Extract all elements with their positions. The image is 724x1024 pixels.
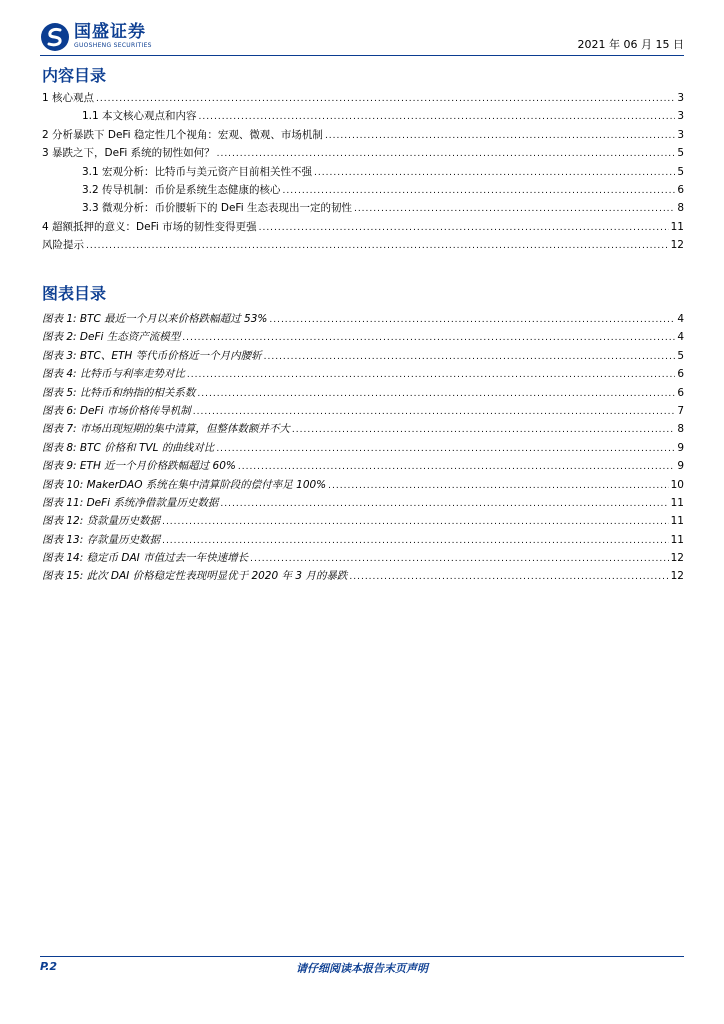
figure-entry[interactable] <box>42 568 684 586</box>
toc-page-number: 6 <box>677 368 684 381</box>
dot-leader <box>259 223 669 233</box>
figure-entry[interactable] <box>42 458 684 476</box>
toc-page-number: 4 <box>677 313 684 325</box>
toc-entry[interactable] <box>42 145 684 163</box>
dot-leader <box>96 94 675 104</box>
toc-entry-label: 图表 1: BTC 最近一个月以来价格跌幅超过 53% <box>42 313 268 325</box>
toc-entry-label: 3.3 微观分析：币价腰斩下的 DeFi 生态表现出一定的韧性 <box>82 202 352 215</box>
figure-entry[interactable] <box>42 403 684 421</box>
dot-leader <box>86 241 669 251</box>
figure-entry[interactable] <box>42 532 684 550</box>
dot-leader <box>325 131 675 141</box>
dot-leader <box>216 444 675 454</box>
toc-entry-label: 图表 7: 市场出现短期的集中清算，但整体数额并不大 <box>42 423 290 436</box>
toc-entry-label: 4 超额抵押的意义：DeFi 市场的韧性变得更强 <box>42 220 257 233</box>
toc-entry-label: 风险提示 <box>42 239 84 252</box>
toc-entry[interactable] <box>42 200 684 218</box>
toc-entry-label: 图表 11: DeFi 系统净借款量历史数据 <box>42 496 219 509</box>
logo-name-cn: 国盛证券 <box>74 22 146 42</box>
toc-entry-label: 图表 5: 比特币和纳指的相关系数 <box>42 386 196 399</box>
toc-entry-label: 图表 15: 此次 DAI 价格稳定性表现明显优于 2020 年 3 月的暴跌 <box>42 570 348 583</box>
figure-entry[interactable] <box>42 495 684 513</box>
toc-entry[interactable] <box>42 164 684 182</box>
toc-page-number: 4 <box>677 331 684 344</box>
logo-name-en: GUOSHENG SECURITIES <box>74 42 152 49</box>
toc-page-number: 6 <box>677 386 684 399</box>
company-logo <box>40 22 152 52</box>
dot-leader <box>283 186 676 196</box>
contents-list <box>42 90 684 256</box>
toc-entry[interactable] <box>42 90 684 108</box>
toc-page-number: 11 <box>670 220 684 233</box>
toc-entry-label: 图表 9: ETH 近一个月价格跌幅超过 60% <box>42 460 236 473</box>
figure-entry[interactable] <box>42 477 684 495</box>
toc-entry-label: 图表 14: 稳定币 DAI 市值过去一年快速增长 <box>42 552 249 565</box>
dot-leader <box>217 149 676 159</box>
toc-entry-label: 1 核心观点 <box>42 92 95 104</box>
dot-leader <box>197 389 675 399</box>
toc-entry-label: 2 分析暴跌下 DeFi 稳定性几个视角：宏观、微观、市场机制 <box>42 128 323 141</box>
logo-text <box>74 22 152 49</box>
figures-title: 图表目录 <box>42 284 107 303</box>
toc-entry-label: 3.2 传导机制：币价是系统生态健康的核心 <box>82 183 281 196</box>
figure-entry[interactable] <box>42 440 684 458</box>
report-date: 2021 年 06 月 15 日 <box>577 38 684 51</box>
toc-entry-label: 图表 12: 贷款量历史数据 <box>42 515 161 528</box>
dot-leader <box>182 333 675 343</box>
toc-page-number: 12 <box>670 239 684 252</box>
figures-list <box>42 311 684 587</box>
toc-entry-label: 图表 10: MakerDAO 系统在集中清算阶段的偿付率足 100% <box>42 478 327 491</box>
dot-leader <box>193 407 676 417</box>
toc-entry[interactable] <box>42 237 684 255</box>
toc-page-number: 12 <box>670 570 684 583</box>
dot-leader <box>328 481 668 491</box>
toc-page-number: 3 <box>677 110 684 123</box>
toc-page-number: 11 <box>670 533 684 546</box>
toc-entry[interactable] <box>42 108 684 126</box>
toc-page-number: 3 <box>677 128 684 141</box>
toc-entry-label: 图表 13: 存款量历史数据 <box>42 533 161 546</box>
dot-leader <box>269 315 675 325</box>
toc-page-number: 7 <box>677 404 684 417</box>
dot-leader <box>349 572 668 582</box>
toc-page-number: 8 <box>677 423 684 436</box>
disclaimer-note: 请仔细阅读本报告末页声明 <box>296 962 428 975</box>
toc-entry-label: 图表 8: BTC 价格和 TVL 的曲线对比 <box>42 441 215 454</box>
footer-divider <box>40 956 684 957</box>
toc-page-number: 8 <box>677 202 684 215</box>
toc-entry-label: 3.1 宏观分析：比特币与美元资产目前相关性不强 <box>82 165 313 178</box>
dot-leader <box>292 425 675 435</box>
dot-leader <box>162 517 669 527</box>
figure-entry[interactable] <box>42 550 684 568</box>
toc-page-number: 11 <box>670 515 684 528</box>
figure-entry[interactable] <box>42 311 684 329</box>
toc-entry-label: 图表 3: BTC、ETH 等代币价格近一个月内腰斩 <box>42 349 262 362</box>
toc-entry[interactable] <box>42 127 684 145</box>
figure-entry[interactable] <box>42 421 684 439</box>
dot-leader <box>314 168 675 178</box>
dot-leader <box>162 536 669 546</box>
page-header <box>40 22 684 52</box>
toc-page-number: 10 <box>670 478 684 491</box>
toc-page-number: 5 <box>677 349 684 362</box>
dot-leader <box>264 352 676 362</box>
toc-page-number: 5 <box>677 147 684 160</box>
toc-page-number: 12 <box>670 552 684 565</box>
logo-icon <box>40 22 70 52</box>
toc-entry-label: 3 暴跌之下，DeFi 系统的韧性如何？ <box>42 147 215 160</box>
toc-entry[interactable] <box>42 182 684 200</box>
toc-entry-label: 图表 6: DeFi 市场价格传导机制 <box>42 404 191 417</box>
figure-entry[interactable] <box>42 385 684 403</box>
figure-entry[interactable] <box>42 366 684 384</box>
dot-leader <box>250 554 669 564</box>
dot-leader <box>354 204 675 214</box>
toc-page-number: 11 <box>670 496 684 509</box>
figure-entry[interactable] <box>42 513 684 531</box>
figure-entry[interactable] <box>42 329 684 347</box>
toc-entry-label: 1.1 本文核心观点和内容 <box>82 110 197 123</box>
dot-leader <box>187 370 675 380</box>
toc-entry[interactable] <box>42 219 684 237</box>
toc-page-number: 3 <box>677 92 684 104</box>
toc-page-number: 6 <box>677 183 684 196</box>
figure-entry[interactable] <box>42 348 684 366</box>
dot-leader <box>199 112 676 122</box>
toc-entry-label: 图表 4: 比特币与利率走势对比 <box>42 368 185 381</box>
toc-page-number: 9 <box>677 441 684 454</box>
contents-title: 内容目录 <box>42 66 107 85</box>
page-number: P.2 <box>40 960 58 973</box>
dot-leader <box>238 462 675 472</box>
header-divider <box>40 55 684 56</box>
toc-page-number: 9 <box>677 460 684 473</box>
dot-leader <box>220 499 668 509</box>
toc-page-number: 5 <box>677 165 684 178</box>
toc-entry-label: 图表 2: DeFi 生态资产流模型 <box>42 331 181 344</box>
